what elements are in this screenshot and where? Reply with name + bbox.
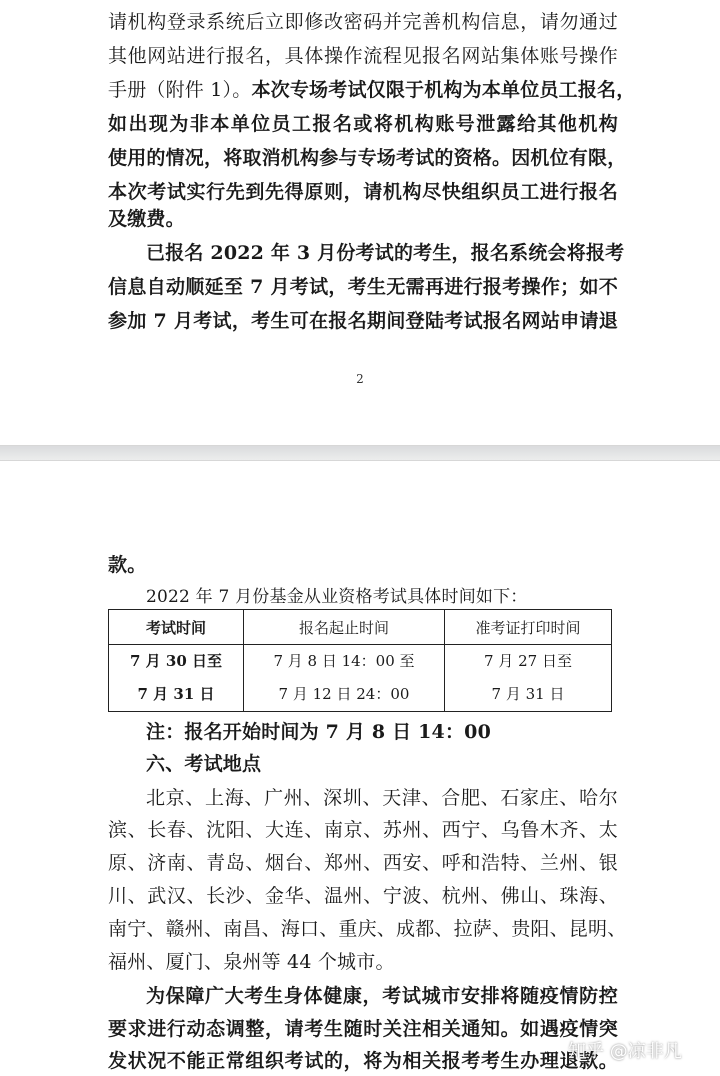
paragraph-text-bold: 本次专场考试仅限于机构为本单位员工报名， (251, 79, 636, 101)
paragraph-line-bold: 参加 7 月考试，考生可在报名期间登陆考试报名网站申请退 (108, 310, 618, 332)
table-cell-line: 7 月 30 日至 (130, 652, 222, 670)
table-cell (244, 645, 445, 712)
table-cell-line: 7 月 12 日 24：00 (278, 685, 410, 703)
table-cell-line: 7 月 27 日至 (484, 652, 572, 670)
cities-line: 川、武汉、长沙、金华、温州、宁波、杭州、佛山、珠海、 (108, 885, 618, 907)
paragraph-line-bold: 信息自动顺延至 7 月考试，考生无需再进行报考操作；如不 (108, 276, 618, 298)
table-cell (445, 645, 612, 712)
table-cell-line: 7 月 8 日 14：00 至 (273, 652, 415, 670)
exam-schedule-table (108, 609, 612, 712)
cities-line: 北京、上海、广州、深圳、天津、合肥、石家庄、哈尔 (146, 787, 618, 809)
table-note: 注：报名开始时间为 7 月 8 日 14：00 (146, 721, 491, 743)
table-cell (109, 645, 244, 712)
paragraph-text: 手册（附件 1）。 (108, 79, 252, 101)
health-line: 为保障广大考生身体健康，考试城市安排将随疫情防控 (146, 985, 618, 1007)
section-title: 六、考试地点 (146, 753, 262, 775)
zhihu-watermark: 知乎 @凉非凡 (568, 1041, 682, 1062)
table-header-row (109, 610, 612, 645)
cities-line: 福州、厦门、泉州等 44 个城市。 (108, 951, 395, 973)
table-row (109, 645, 612, 712)
table-header-cell: 报名起止时间 (244, 610, 445, 645)
page-number: 2 (356, 372, 364, 386)
paragraph-line-bold: 使用的情况，将取消机构参与专场考试的资格。因机位有限， (108, 147, 627, 169)
cities-line: 原、济南、青岛、烟台、郑州、西安、呼和浩特、兰州、银 (108, 852, 618, 874)
table-cell-line: 7 月 31 日 (491, 685, 565, 703)
health-line: 发状况不能正常组织考试的，将为相关报考考生办理退款。 (108, 1050, 618, 1072)
table-cell-line: 7 月 31 日 (137, 685, 215, 703)
paragraph-line: 其他网站进行报名，具体操作流程见报名网站集体账号操作 (108, 45, 618, 67)
paragraph-line-bold: 及缴费。 (108, 208, 185, 230)
table-header-cell: 准考证打印时间 (445, 610, 612, 645)
paragraph-line: 请机构登录系统后立即修改密码并完善机构信息，请勿通过 (108, 11, 618, 33)
paragraph-line-bold: 本次考试实行先到先得原则，请机构尽快组织员工进行报名 (108, 181, 618, 203)
paragraph-line (108, 78, 636, 102)
health-line: 要求进行动态调整，请考生随时关注相关通知。如遇疫情突 (108, 1018, 618, 1040)
page-gap (0, 446, 720, 460)
cities-line: 滨、长春、沈阳、大连、南京、苏州、西宁、乌鲁木齐、太 (108, 819, 618, 841)
document-page-1 (0, 0, 720, 446)
paragraph-continuation: 款。 (108, 554, 147, 576)
paragraph-line-bold: 如出现为非本单位员工报名或将机构账号泄露给其他机构 (108, 113, 618, 135)
cities-line: 南宁、赣州、南昌、海口、重庆、成都、拉萨、贵阳、昆明、 (108, 918, 627, 940)
table-intro: 2022 年 7 月份基金从业资格考试具体时间如下： (146, 587, 528, 607)
table-header-cell: 考试时间 (109, 610, 244, 645)
paragraph-line-bold: 已报名 2022 年 3 月份考试的考生，报名系统会将报考 (146, 242, 625, 264)
